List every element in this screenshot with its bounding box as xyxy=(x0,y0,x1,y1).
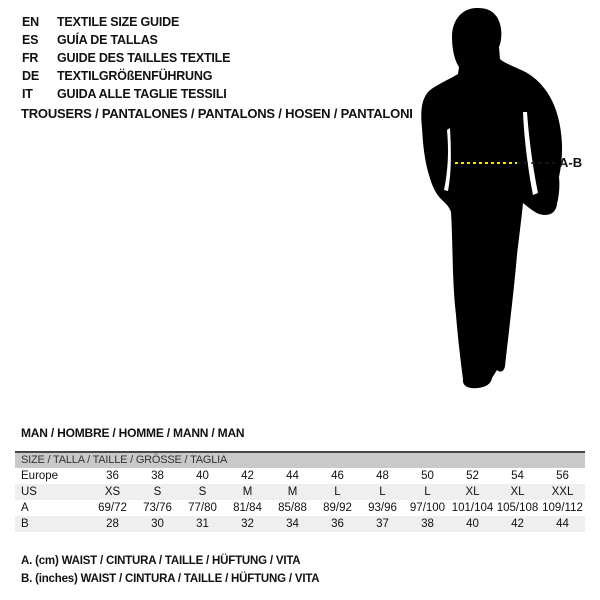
table-cell: 48 xyxy=(376,470,389,482)
table-cell: 101/104 xyxy=(451,502,494,514)
table-cell: 32 xyxy=(241,518,254,530)
table-cell: S xyxy=(153,486,162,498)
table-row-label: Europe xyxy=(21,470,59,482)
measure-label: A-B xyxy=(559,155,583,170)
table-cell: 34 xyxy=(286,518,299,530)
table-cell: 46 xyxy=(331,470,344,482)
table-cell: 31 xyxy=(196,518,209,530)
table-cell: XL xyxy=(465,486,480,498)
language-label: GUÍA DE TALLAS xyxy=(57,33,158,47)
language-code: IT xyxy=(22,87,33,101)
table-cell: 93/96 xyxy=(368,502,397,514)
note-line: B. (inches) WAIST / CINTURA / TAILLE / HÜFTUNG / VITA xyxy=(21,573,320,585)
table-cell: 69/72 xyxy=(98,502,127,514)
language-code: FR xyxy=(22,51,39,65)
table-cell: 52 xyxy=(466,470,479,482)
table-cell: 56 xyxy=(556,470,569,482)
table-cell: 42 xyxy=(241,470,254,482)
table-cell: 44 xyxy=(556,518,569,530)
man-silhouette xyxy=(421,8,562,388)
table-cell: 38 xyxy=(421,518,434,530)
notes-list xyxy=(21,552,319,588)
table-cell: M xyxy=(242,486,253,498)
table-cell: M xyxy=(287,486,298,498)
table-cell: 50 xyxy=(421,470,434,482)
language-label: TEXTILGRÖßENFÜHRUNG xyxy=(57,69,213,83)
table-cell: 85/88 xyxy=(278,502,307,514)
table-row xyxy=(15,484,585,500)
table-row xyxy=(15,516,585,532)
table-cell: 42 xyxy=(511,518,524,530)
table-cell: 89/92 xyxy=(323,502,352,514)
table-cell: 36 xyxy=(331,518,344,530)
table-cell: 37 xyxy=(376,518,389,530)
size-table xyxy=(15,451,585,532)
table-cell: 40 xyxy=(466,518,479,530)
table-cell: L xyxy=(424,486,431,498)
table-cell: 38 xyxy=(151,470,164,482)
table-cell: 54 xyxy=(511,470,524,482)
table-cell: XS xyxy=(104,486,121,498)
table-cell: L xyxy=(334,486,341,498)
table-cell: XL xyxy=(510,486,525,498)
table-row xyxy=(15,468,585,484)
language-code: ES xyxy=(22,33,39,47)
table-cell: 77/80 xyxy=(188,502,217,514)
table-cell: XXL xyxy=(551,486,574,498)
table-cell: 105/108 xyxy=(496,502,539,514)
size-table-body xyxy=(15,468,585,532)
table-cell: 36 xyxy=(106,470,119,482)
language-label: TEXTILE SIZE GUIDE xyxy=(57,15,180,29)
gender-title: MAN / HOMBRE / HOMME / MANN / MAN xyxy=(21,426,245,440)
table-cell: S xyxy=(198,486,207,498)
language-label: GUIDE DES TAILLES TEXTILE xyxy=(57,51,231,65)
language-code: DE xyxy=(22,69,39,83)
table-cell: 73/76 xyxy=(143,502,172,514)
table-row xyxy=(15,500,585,516)
garment-title: TROUSERS / PANTALONES / PANTALONS / HOSEN / PANTALONI xyxy=(21,106,413,121)
table-cell: 81/84 xyxy=(233,502,262,514)
language-label: GUIDA ALLE TAGLIE TESSILI xyxy=(57,87,227,101)
table-cell: 109/112 xyxy=(542,502,583,514)
table-cell: 44 xyxy=(286,470,299,482)
table-cell: L xyxy=(379,486,386,498)
table-row-label: A xyxy=(21,502,29,514)
language-code: EN xyxy=(22,15,39,29)
table-cell: 40 xyxy=(196,470,209,482)
size-table-header: SIZE / TALLA / TAILLE / GRÖSSE / TAGLIA xyxy=(15,453,585,468)
table-cell: 28 xyxy=(106,518,119,530)
table-cell: 97/100 xyxy=(409,502,446,514)
note-line: A. (cm) WAIST / CINTURA / TAILLE / HÜFTUNG / VITA xyxy=(21,555,301,567)
table-cell: 30 xyxy=(151,518,164,530)
table-row-label: US xyxy=(21,486,37,498)
table-row-label: B xyxy=(21,518,29,530)
